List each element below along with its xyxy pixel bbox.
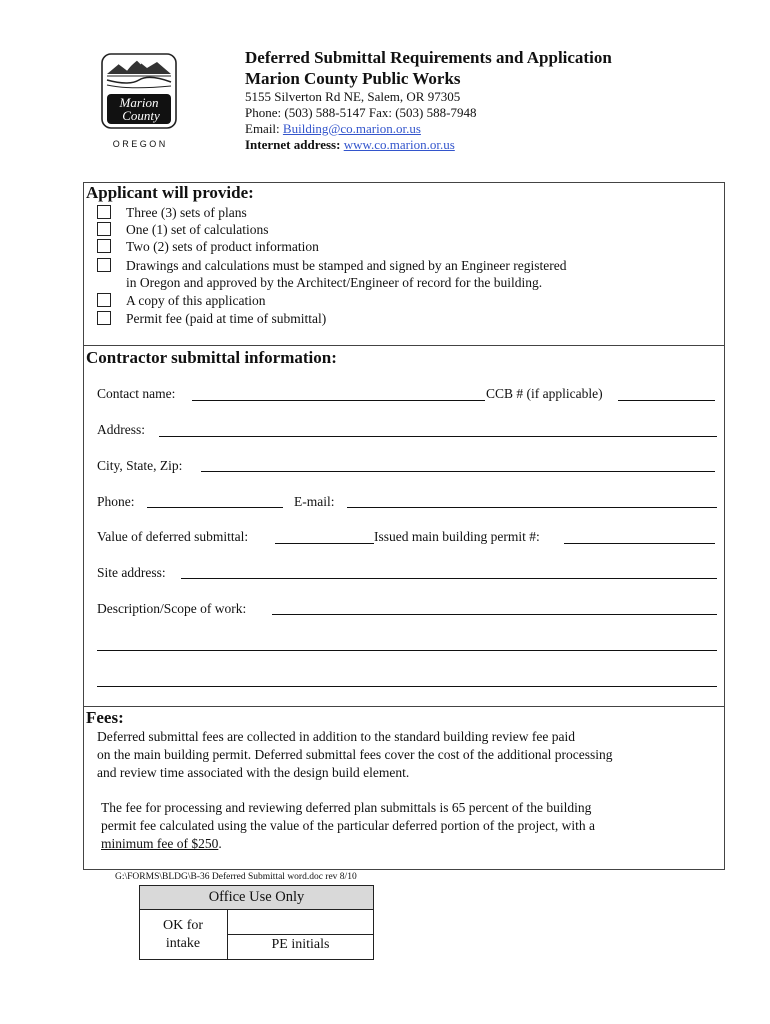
document-path: G:\FORMS\BLDG\B-36 Deferred Submittal word.doc rev 8/10 [115, 872, 357, 882]
checkbox[interactable] [97, 222, 111, 236]
office-internet-row [245, 137, 455, 153]
office-phone-fax: Phone: (503) 588-5147 Fax: (503) 588-7948 [245, 105, 477, 120]
office-address: 5155 Silverton Rd NE, Salem, OR 97305 [245, 89, 461, 104]
description-field-line-2[interactable] [97, 650, 717, 651]
checkbox[interactable] [97, 239, 111, 253]
fees-paragraph-1: Deferred submittal fees are collected in addition to the standard building review fee paid on the main building permit. Deferred submittal fees cover the cost of the additional processing and review time associated with the design build element. [97, 729, 613, 780]
title-line-2: Marion County Public Works [245, 69, 461, 88]
value-field[interactable] [275, 543, 374, 544]
contact-name-label: Contact name: [97, 386, 176, 401]
checkbox[interactable] [97, 205, 111, 219]
svg-text:Marion: Marion [119, 95, 159, 110]
checkbox[interactable] [97, 293, 111, 307]
checklist-item-continuation: in Oregon and approved by the Architect/Engineer of record for the building. [126, 275, 543, 290]
ccb-field[interactable] [618, 400, 715, 401]
page-title [245, 47, 612, 89]
pe-initials-cell: PE initials [271, 937, 330, 952]
internet-label: Internet address: [245, 137, 341, 152]
address-label: Address: [97, 422, 145, 437]
contractor-section-title: Contractor submittal information: [86, 348, 337, 367]
ok-for-intake-cell: OK for intake [162, 918, 204, 951]
value-label: Value of deferred submittal: [97, 529, 249, 544]
website-link[interactable]: www.co.marion.or.us [343, 137, 455, 152]
description-field[interactable] [272, 614, 717, 615]
site-address-field[interactable] [181, 578, 717, 579]
office-use-header: Office Use Only [140, 886, 373, 910]
section-divider [83, 706, 725, 707]
office-email-row [245, 121, 421, 137]
minimum-fee: minimum fee of $250 [101, 836, 219, 851]
description-label: Description/Scope of work: [97, 601, 247, 616]
title-line-1: Deferred Submittal Requirements and Application [245, 48, 612, 67]
email-label: Email: [245, 121, 280, 136]
permit-number-field[interactable] [564, 543, 715, 544]
city-state-zip-label: City, State, Zip: [97, 458, 183, 473]
checkbox[interactable] [97, 311, 111, 325]
site-address-label: Site address: [97, 565, 166, 580]
email-field[interactable] [347, 507, 717, 508]
email-link[interactable]: Building@co.marion.or.us [282, 121, 421, 136]
fees-section-title: Fees: [86, 708, 124, 727]
fees-paragraph-2: The fee for processing and reviewing deferred plan submittals is 65 percent of the building permit fee calculated using the value of the particular deferred portion of the project, with a minimum fee of $250. [101, 800, 596, 851]
marion-county-logo [99, 52, 179, 152]
svg-text:County: County [122, 108, 160, 123]
table-divider [227, 934, 373, 935]
phone-field[interactable] [147, 507, 283, 508]
email-field-label: E-mail: [294, 494, 335, 509]
applicant-section-title: Applicant will provide: [86, 183, 254, 202]
checkbox[interactable] [97, 258, 111, 272]
city-state-zip-field[interactable] [201, 471, 715, 472]
contact-name-field[interactable] [192, 400, 485, 401]
section-divider [83, 345, 725, 346]
address-field[interactable] [159, 436, 717, 437]
description-field-line-3[interactable] [97, 686, 717, 687]
phone-label: Phone: [97, 494, 135, 509]
permit-number-label: Issued main building permit #: [374, 529, 540, 544]
ccb-label: CCB # (if applicable) [486, 386, 603, 401]
svg-text:O R E G O N: O R E G O N [112, 139, 166, 149]
